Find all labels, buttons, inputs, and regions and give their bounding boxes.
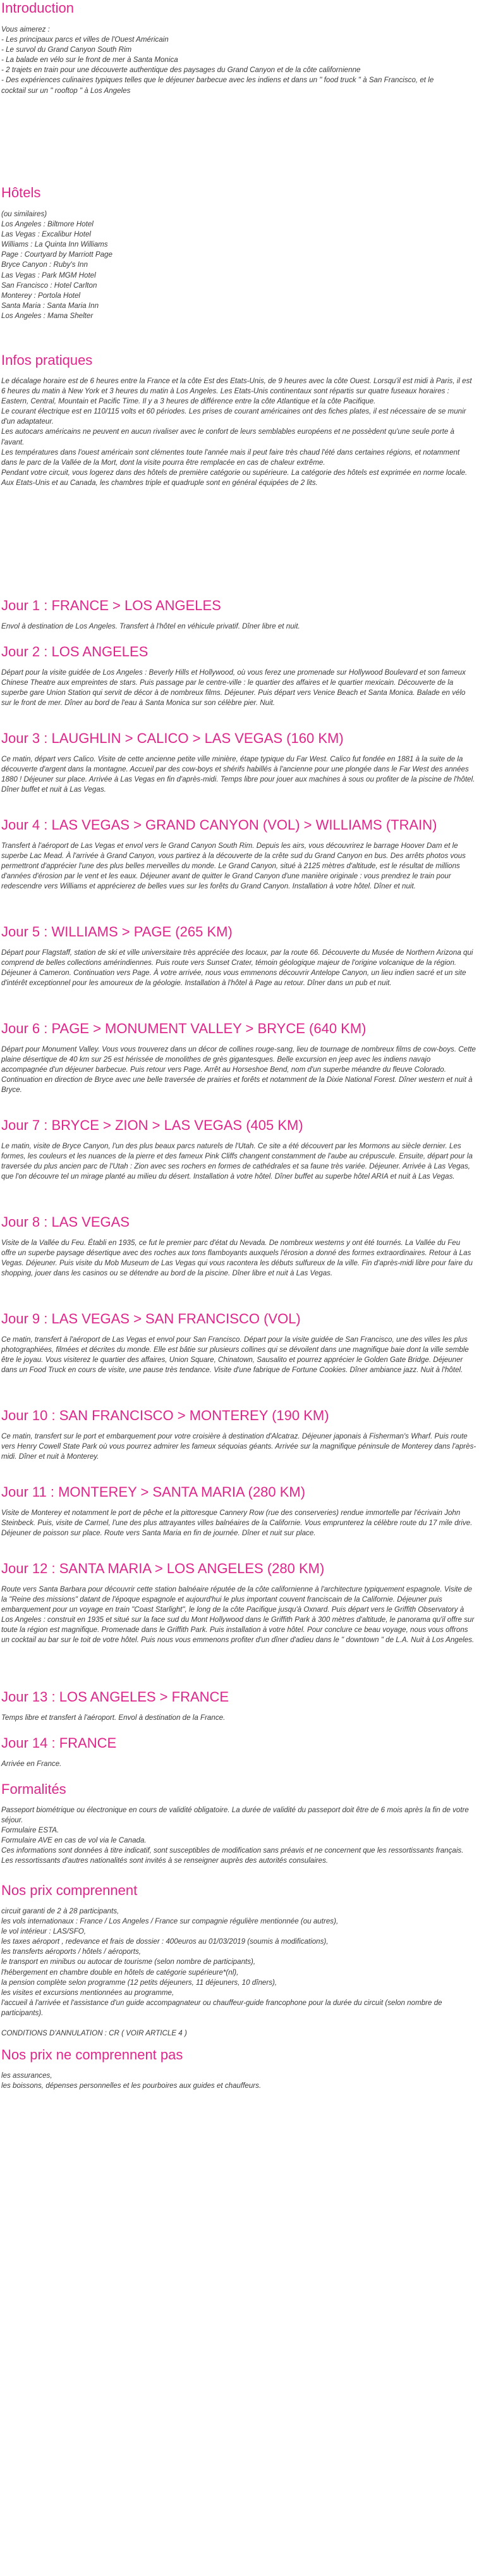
- formalites-paragraph: Formulaire ESTA.: [1, 1826, 59, 1835]
- intro-line: - 2 trajets en train pour une découverte authentique des paysages du Grand Canyon et de la côte californienne: [1, 66, 361, 75]
- day-text: Ce matin, transfert sur le port et embarquement pour votre croisière à destination d'Alcatraz. Déjeuner japonais à Fisherman's Wharf. Puis route vers Henry Cowell State Park où vous pourrez admirer les fameux séquoias géants. Arrivée sur la magnifique péninsule de Monterey dans l'après-midi. Dîner et nuit à Monterey.: [1, 1432, 476, 1461]
- day-section: [1, 1689, 476, 1735]
- hotels-list: [1, 209, 476, 321]
- hotel-line: Page : Courtyard by Marriott Page: [1, 250, 112, 259]
- day-heading: Jour 8 : LAS VEGAS: [1, 1214, 130, 1230]
- prix-comprend-heading: Nos prix comprennent: [1, 1882, 138, 1898]
- infos-heading: Infos pratiques: [1, 352, 93, 368]
- day-text: Temps libre et transfert à l'aéroport. Envol à destination de la France.: [1, 1714, 226, 1722]
- hotel-line: Bryce Canyon : Ruby's Inn: [1, 261, 88, 269]
- day-heading: Jour 2 : LOS ANGELES: [1, 644, 149, 659]
- day-section: [1, 730, 476, 817]
- hotel-line: Santa Maria : Santa Maria Inn: [1, 301, 99, 310]
- day-text: Visite de Monterey et notamment le port de pêche et la pittoresque Cannery Row (rue des conserveries) rendue immortelle par l'écrivain John Steinbeck. Puis, visite de Carmel, l'une des plus attrayantes villes balnéaires de la Californie. Vous emprunterez la célèbre route du 17 mile drive. Déjeuner de poisson sur place. Route vers Santa Maria en fin de journée. Dîner et nuit sur place.: [1, 1509, 473, 1538]
- day-text: Départ pour Flagstaff, station de ski et ville universitaire très appréciée des locaux, par la route 66. Découverte du Musée de Northern Arizona qui comprend de belles collections amérindiennes. Puis route vers Sunset Crater, témoin géologique majeur de l'origine volcanique de la région. Déjeuner à Cameron. Continuation vers Page. À votre arrivée, nous vous emmenons découvrir Antelope Canyon, un lieu indien sacré et un site d'intérêt exceptionnel pour les amoureux de la géologie. Installation à l'hôtel à Page au retour. Dîner dans un pub et nuit.: [1, 948, 473, 988]
- prix-line: [1, 2018, 476, 2028]
- prix-ne-comprend-heading: Nos prix ne comprennent pas: [1, 2047, 183, 2063]
- prix-line: la pension complète selon programme (12 petits déjeuners, 11 déjeuners, 10 dîners),: [1, 1978, 277, 1987]
- day-text: Arrivée en France.: [1, 1760, 62, 1768]
- day-section: [1, 1117, 476, 1214]
- intro-line: - La balade en vélo sur le front de mer à Santa Monica: [1, 56, 178, 64]
- formalites-paragraph: Passeport biométrique ou électronique en cours de validité obligatoire. La durée de validité du passeport doit être de 6 mois après la fin de votre séjour.: [1, 1806, 469, 1825]
- day-text: Départ pour Monument Valley. Vous vous trouverez dans un décor de collines rouge-sang, lieu de tournage de nombreux films de cow-boys. Cette plaine désertique de 40 km sur 25 est hérissée de monolithes de grès gigantesques. Belle excursion en jeep avec les indiens navajo accompagnée d'un déjeuner barbecue. Puis retour vers Page. Arrêt au Horseshoe Bend, nom d'un superbe méandre du fleuve Colorado. Continuation en direction de Bryce avec une belle traversée de prairies et forêts et notamment de la Dixie National Forest. Dîner western et nuit à Bryce.: [1, 1045, 476, 1095]
- day-heading: Jour 12 : SANTA MARIA > LOS ANGELES (280 KM): [1, 1561, 325, 1576]
- day-text: Départ pour la visite guidée de Los Angeles : Beverly Hills et Hollywood, où vous ferez une promenade sur Hollywood Boulevard et son fameux Chinese Theatre aux empreintes de stars. Puis passage par le centre-ville : le quartier des affaires et le quartier mexicain. Découverte de la superbe gare Union Station qui servit de décor à de nombreux films. Déjeuner. Puis départ vers Venice Beach et Santa Monica. Balade en vélo sur le front de mer. Dîner au bord de l'eau à Santa Monica sur son célèbre pier. Nuit.: [1, 668, 466, 708]
- prix-line: les transferts aéroports / hôtels / aéroports,: [1, 1947, 142, 1956]
- day-section: [1, 598, 476, 644]
- introduction-heading: Introduction: [1, 0, 74, 16]
- prix-line: les taxes aéroport , redevance et frais de dossier : 400euros au 01/03/2019 (soumis à modifications),: [1, 1937, 329, 1946]
- formalites-section: [1, 1781, 476, 1882]
- day-section: [1, 644, 476, 730]
- day-heading: Jour 6 : PAGE > MONUMENT VALLEY > BRYCE (640 KM): [1, 1021, 367, 1036]
- introduction-section: [1, 0, 476, 185]
- infos-paragraph: Les températures dans l'ouest américain sont clémentes toute l'année mais il peut faire très chaud l'été dans certaines régions, et notamment dans le parc de la Vallée de la Mort, dont la visite pourra être remplacée en cas de chaleur extrême.: [1, 448, 460, 467]
- hotel-line: Las Vegas : Park MGM Hotel: [1, 271, 96, 279]
- day-heading: Jour 7 : BRYCE > ZION > LAS VEGAS (405 KM): [1, 1117, 303, 1133]
- day-text: Ce matin, transfert à l'aéroport de Las Vegas et envol pour San Francisco. Départ pour la visite guidée de San Francisco, une des villes les plus photographiées, filmées et décrites du monde. Elle est bâtie sur plusieurs collines qui se dévoilent dans une magnifique baie dont la ville semble être le joyau. Vous visiterez le quartier des affaires, Union Square, Chinatown, Sausalito et pourrez apprécier le Golden Gate Bridge. Déjeuner dans un Food Truck en cours de visite, une pause très tendance. Visite d'une fabrique de Fortune Cookies. Dîner ambiance jazz. Nuit à l'hôtel.: [1, 1335, 469, 1375]
- intro-line: Vous aimerez :: [1, 25, 50, 34]
- prix-ne-comprend-list: [1, 2071, 476, 2091]
- infos-paragraph: Le courant électrique est en 110/115 volts et 60 périodes. Les prises de courant américaines ont des fiches plates, il est nécessaire de se munir d'un adaptateur.: [1, 407, 466, 426]
- day-section: [1, 1735, 476, 1781]
- hotel-line: Los Angeles : Biltmore Hotel: [1, 220, 94, 229]
- day-heading: Jour 11 : MONTEREY > SANTA MARIA (280 KM): [1, 1484, 306, 1500]
- day-heading: Jour 3 : LAUGHLIN > CALICO > LAS VEGAS (160 KM): [1, 730, 344, 746]
- hotel-line: Williams : La Quinta Inn Williams: [1, 240, 108, 249]
- intro-line: - Les principaux parcs et villes de l'Ouest Américain: [1, 35, 169, 44]
- prix-exclu-line: les assurances,: [1, 2071, 52, 2080]
- day-text: Transfert à l'aéroport de Las Vegas et envol vers le Grand Canyon South Rim. Depuis les airs, vous découvrirez le barrage Hoover Dam et le superbe Lac Mead. À l'arrivée à Grand Canyon, vous partirez à la découverte de la crête sud du Grand Canyon en bus. Des arrêts photos vous permettront d'apprécier l'une des plus belles merveilles du monde. Le Grand Canyon, situé à 2125 mètres d'altitude, est le résultat de millions d'années d'érosion par le vent et les eaux. Déjeuner avant de quitter le Grand Canyon d'une manière originale : vous prendrez le train pour redescendre vers Williams et apprécierez de belles vues sur les forêts du Grand Canyon. Installation à votre hôtel. Dîner et nuit.: [1, 842, 466, 891]
- day-section: [1, 924, 476, 1021]
- hotel-line: Las Vegas : Excalibur Hotel: [1, 230, 91, 239]
- day-section: [1, 1484, 476, 1561]
- day-heading: Jour 4 : LAS VEGAS > GRAND CANYON (VOL) > WILLIAMS (TRAIN): [1, 817, 437, 833]
- prix-line: le transport en minibus ou autocar de tourisme (selon nombre de participants),: [1, 1958, 256, 1966]
- day-section: [1, 1021, 476, 1117]
- day-text: Le matin, visite de Bryce Canyon, l'un des plus beaux parcs naturels de l'Utah. Ce site a été découvert par les Mormons au siècle dernier. Les formes, les couleurs et les nuances de la pierre et des fameux Pink Cliffs changent constamment de l'aube au crépuscule. Ensuite, départ pour la traversée du plus ancien parc de l'Utah : Zion avec ses rochers en formes de cathédrales et sa faune très variée. Déjeuner. Arrivée à Las Vegas, que l'on découvre tel un mirage planté au milieu du désert. Installation à votre hôtel. Dîner buffet au superbe hôtel ARIA et nuit à Las Vegas.: [1, 1142, 473, 1181]
- infos-paragraph: Le décalage horaire est de 6 heures entre la France et la côte Est des Etats-Unis, de 9 heures avec la côte Ouest. Lorsqu'il est midi à Paris, il est 6 heures du matin à New York et 3 heures du matin à Los Angeles. Les Etats-Unis continentaux sont répartis sur quatre fuseaux horaires : Eastern, Central, Mountain et Pacific Time. Il y a 3 heures de différence entre la côte Atlantique et la côte Pacifique.: [1, 377, 472, 406]
- annulation-conditions: CONDITIONS D'ANNULATION : CR ( VOIR ARTICLE 4 ): [1, 2029, 187, 2038]
- infos-paragraph: Pendant votre circuit, vous logerez dans des hôtels de première catégorie ou supérieure. La catégorie des hôtels est exprimée en norme locale. Aux Etats-Unis et au Canada, les chambres triple et quadruple sont en général équipées de 2 lits.: [1, 468, 468, 487]
- hotel-line: (ou similaires): [1, 210, 47, 218]
- day-section: [1, 1561, 476, 1689]
- day-heading: Jour 9 : LAS VEGAS > SAN FRANCISCO (VOL): [1, 1311, 301, 1327]
- introduction-body: [1, 25, 476, 96]
- intro-line: - Des expériences culinaires typiques telles que le déjeuner barbecue avec les indiens et dans un " food truck " à San Francisco, et le cocktail sur un " rooftop " à Los Angeles: [1, 76, 434, 95]
- hotels-section: [1, 185, 476, 352]
- infos-body: [1, 376, 476, 488]
- day-heading: Jour 10 : SAN FRANCISCO > MONTEREY (190 KM): [1, 1408, 329, 1423]
- hotel-line: San Francisco : Hotel Carlton: [1, 281, 97, 290]
- hotel-line: Monterey : Portola Hotel: [1, 291, 81, 300]
- infos-paragraph: Les autocars américains ne peuvent en aucun rivaliser avec le confort de leurs semblables européens et ne possèdent qu'une seule porte à l'avant.: [1, 427, 454, 446]
- prix-line: circuit garanti de 2 à 28 participants,: [1, 1907, 119, 1915]
- day-section: [1, 1214, 476, 1311]
- prix-line: l'hébergement en chambre double en hôtels de catégorie supérieure*(nl),: [1, 1968, 239, 1977]
- day-text: Envol à destination de Los Angeles. Transfert à l'hôtel en véhicule privatif. Dîner libre et nuit.: [1, 622, 300, 630]
- day-section: [1, 1408, 476, 1484]
- day-text: Visite de la Vallée du Feu. Établi en 1935, ce fut le premier parc d'état du Nevada. De nombreux westerns y ont été tournés. La Vallée du Feu offre un superbe paysage désertique avec des roches aux tons flamboyants auxquels l'érosion a donné des formes extraordinaires. Retour à Las Vegas. Déjeuner. Puis visite du Mob Museum de Las Vegas qui vous racontera les débuts sulfureux de la ville. Fin d'après-midi libre pour faire du shopping, jouer dans les casinos ou se détendre au bord de la piscine. Dîner libre et nuit à Las Vegas.: [1, 1239, 473, 1278]
- day-section: [1, 817, 476, 924]
- formalites-body: [1, 1805, 476, 1867]
- day-heading: Jour 1 : FRANCE > LOS ANGELES: [1, 598, 221, 613]
- prix-line: les vols internationaux : France / Los Angeles / France sur compagnie régulière mentionnée (ou autres),: [1, 1917, 339, 1926]
- day-heading: Jour 14 : FRANCE: [1, 1735, 117, 1751]
- formalites-paragraph: Formulaire AVE en cas de vol via le Canada.: [1, 1836, 147, 1845]
- day-section: [1, 1311, 476, 1408]
- prix-line: les visites et excursions mentionnées au programme,: [1, 1988, 174, 1997]
- day-text: Ce matin, départ vers Calico. Visite de cette ancienne petite ville minière, étape typique du Far West. Calico fut fondée en 1881 à la suite de la découverte d'argent dans la montagne. Accueil par des cow-boys et shérifs habillés à l'ancienne pour une plongée dans le Far West des années 1880 ! Déjeuner sur place. Arrivée à Las Vegas en fin d'après-midi. Temps libre pour jouer aux machines à sous ou profiter de la piscine de l'hôtel. Dîner buffet et nuit à Las Vegas.: [1, 755, 475, 794]
- intro-line: - Le survol du Grand Canyon South Rim: [1, 46, 132, 54]
- prix-comprend-list: [1, 1906, 476, 2039]
- hotel-line: Los Angeles : Mama Shelter: [1, 311, 94, 320]
- prix-line: le vol intérieur : LAS/SFO,: [1, 1927, 87, 1936]
- prix-ne-comprend-section: [1, 2047, 476, 2097]
- day-text: Route vers Santa Barbara pour découvrir cette station balnéaire réputée de la côte californienne à l'architecture typiquement espagnole. Visite de la "Reine des missions" datant de l'époque espagnole et aujourd'hui le plus important couvent franciscain de la Californie. Déjeuner puis embarquement pour un voyage en train "Coast Starlight", le long de la côte Pacifique jusqu'à Oxnard. Puis départ vers le Griffith Observatory à Los Angeles : construit en 1935 et situé sur la face sud du Mont Hollywood dans le Griffith Park à 300 mètres d'altitude, le panorama qu'il offre sur toute la région est magnifique. Promenade dans le Griffith Park. Puis installation à votre hôtel. Pour conclure ce beau voyage, nous vous offrons un cocktail au bar sur le toit de votre hôtel. Puis nous vous emmenons profiter d'un dîner d'adieu dans le " downtown " de L.A. Nuit à Los Angeles.: [1, 1585, 475, 1645]
- prix-comprend-section: [1, 1882, 476, 2047]
- day-heading: Jour 13 : LOS ANGELES > FRANCE: [1, 1689, 229, 1705]
- infos-section: [1, 352, 476, 598]
- prix-line: l'accueil à l'arrivée et l'assistance d'un guide accompagnateur ou chauffeur-guide francophone pour la durée du circuit (selon nombre de participants).: [1, 1998, 442, 2017]
- formalites-heading: Formalités: [1, 1781, 66, 1797]
- formalites-paragraph: Ces informations sont données à titre indicatif, sont susceptibles de modification sans préavis et ne concernent que les ressortissants français. Les ressortissants d'autres nationalités sont invités à se renseigner auprès des autorités consulaires.: [1, 1846, 464, 1865]
- hotels-heading: Hôtels: [1, 185, 41, 200]
- prix-exclu-line: les boissons, dépenses personnelles et les pourboires aux guides et chauffeurs.: [1, 2082, 262, 2090]
- day-heading: Jour 5 : WILLIAMS > PAGE (265 KM): [1, 924, 233, 940]
